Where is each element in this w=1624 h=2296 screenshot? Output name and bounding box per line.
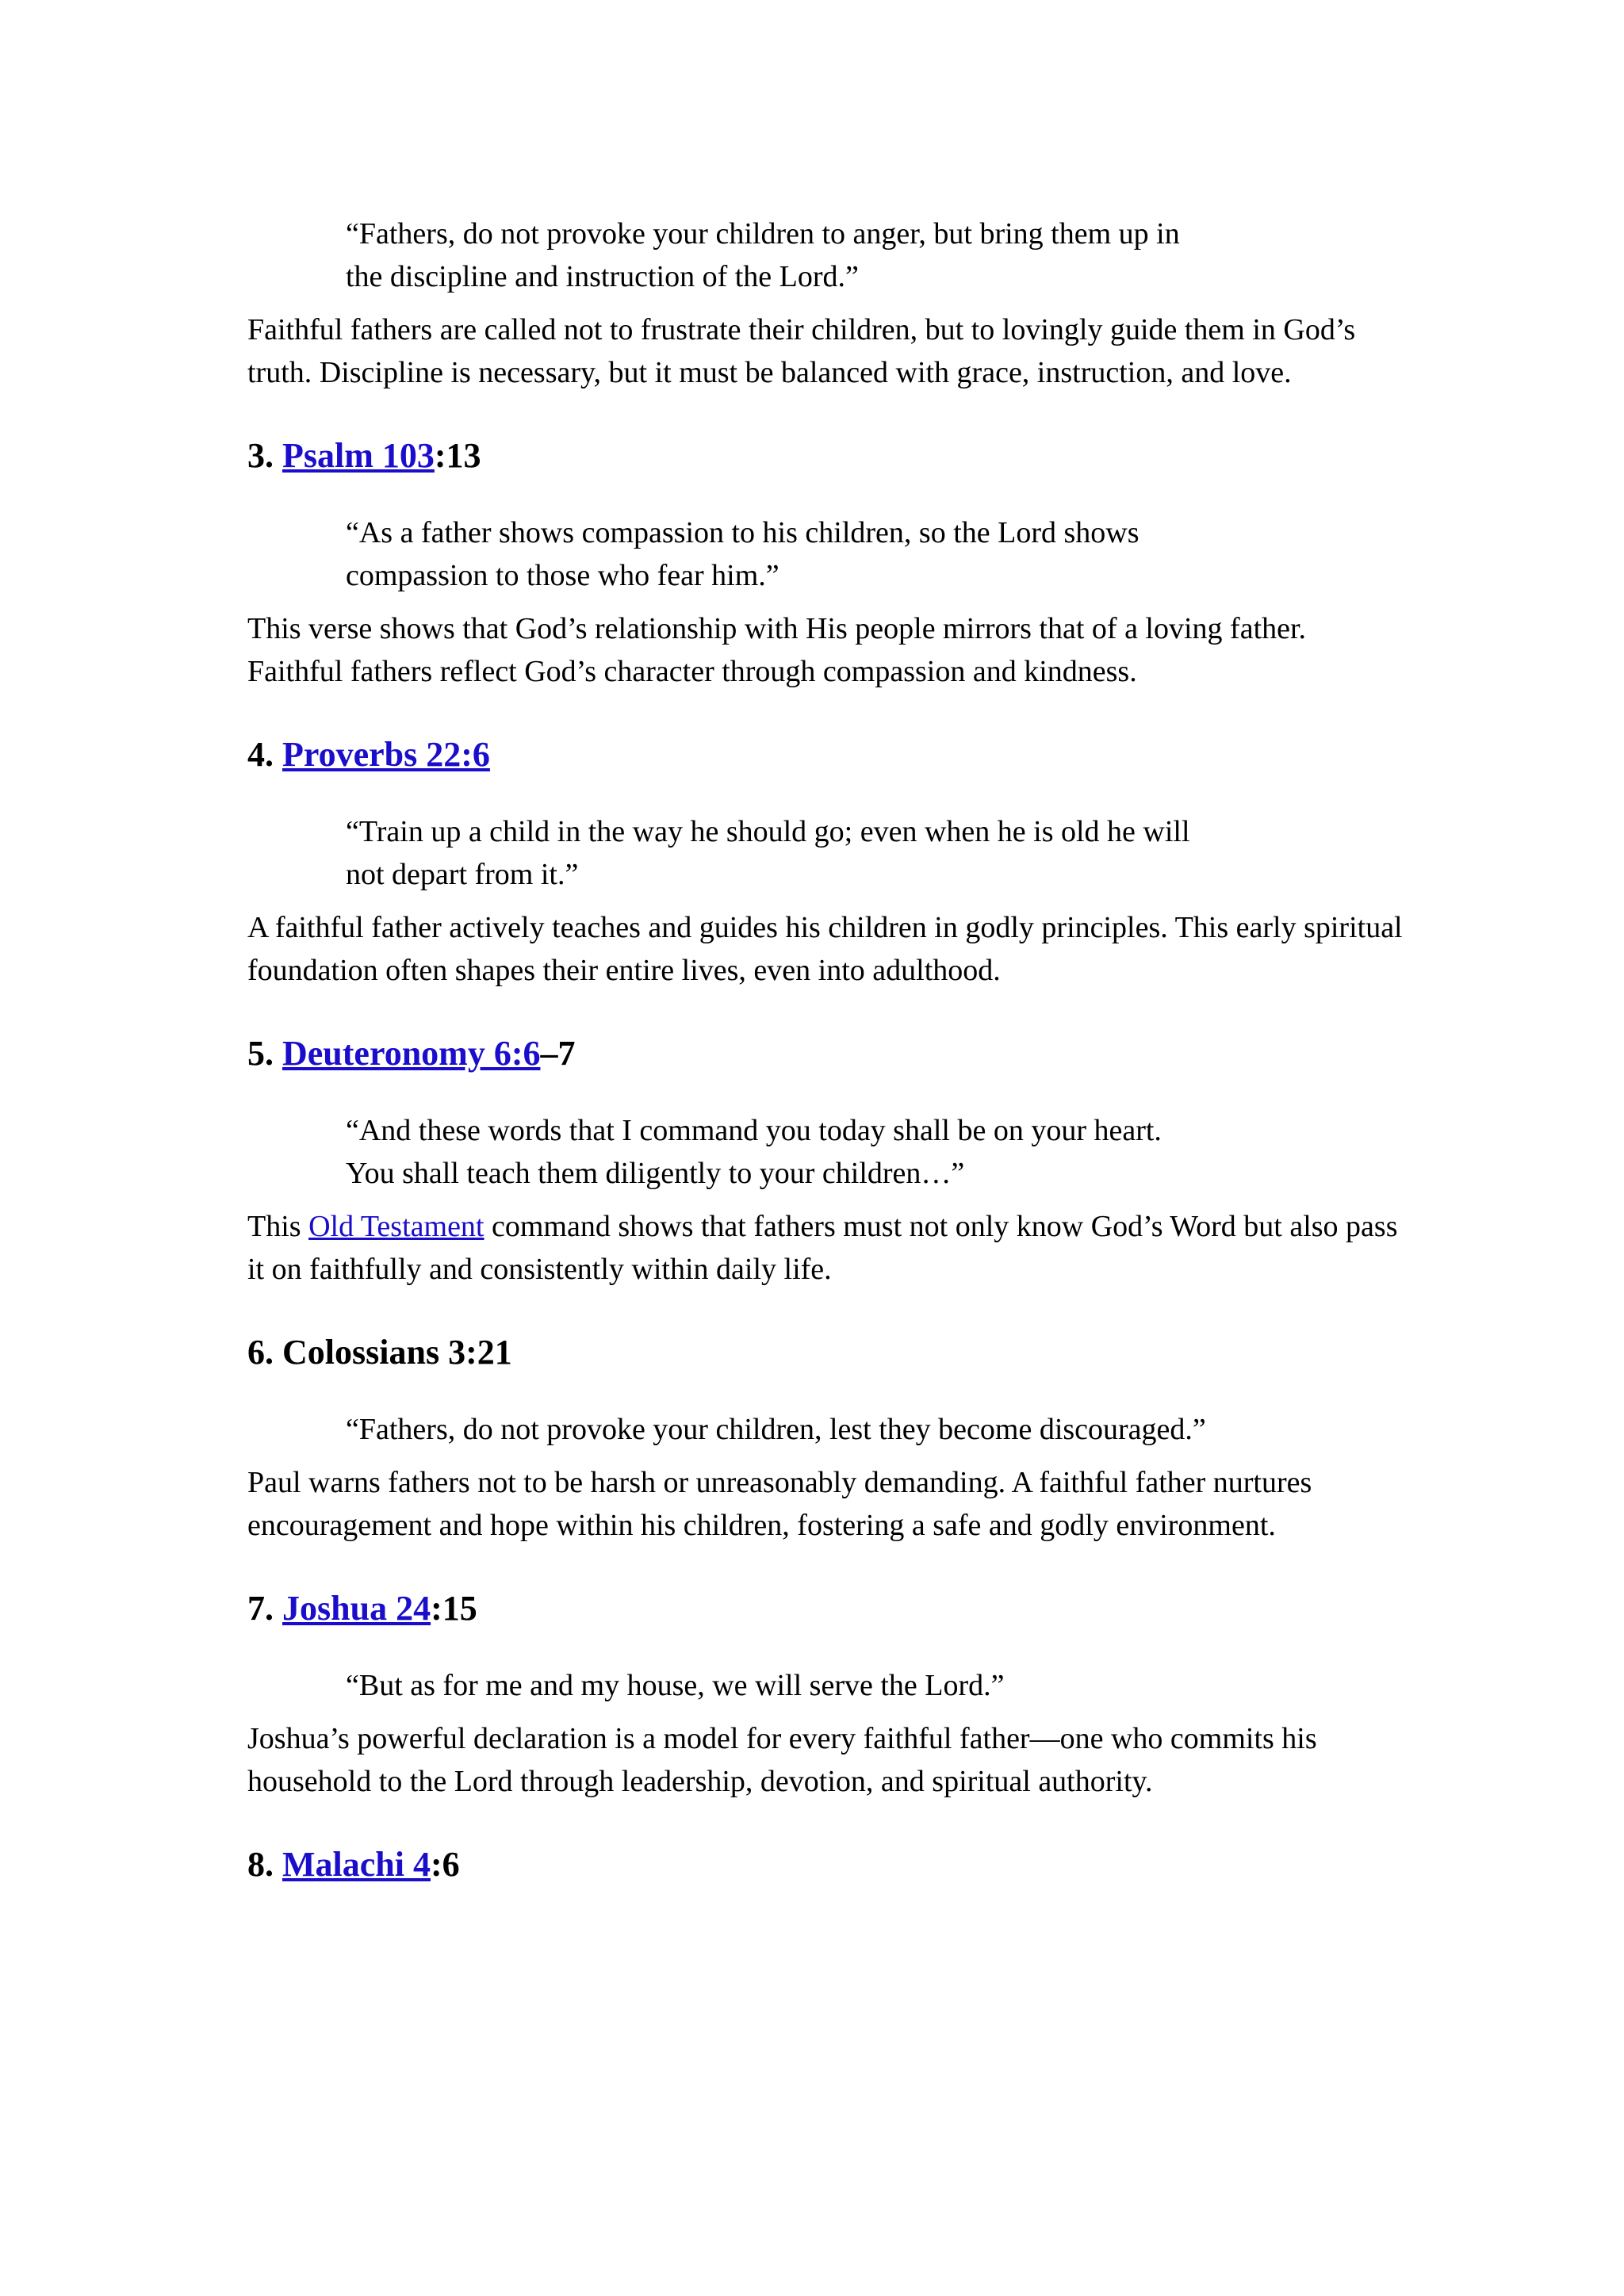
heading-number: 4.: [247, 735, 282, 774]
malachi-4-link[interactable]: Malachi 4: [282, 1845, 431, 1884]
section-heading-6: 6. Colossians 3:21: [247, 1333, 512, 1372]
section-heading-7: [247, 1586, 1405, 1631]
section-7-quote: [346, 1664, 1297, 1707]
deuteronomy-6-6-link[interactable]: Deuteronomy 6:6: [282, 1034, 541, 1073]
heading-suffix: :15: [431, 1589, 477, 1628]
intro-paragraph: Faithful fathers are called not to frustrate their children, but to lovingly guide them in God’s truth. Discipline is necessary, but it must be balanced with grace, instruction, and love.: [247, 313, 1356, 389]
psalm-103-link[interactable]: Psalm 103: [282, 436, 435, 475]
intro-quote: [346, 212, 1297, 298]
quote-line: “Fathers, do not provoke your children, lest they become discouraged.”: [346, 1413, 1206, 1446]
document-page: [247, 212, 1405, 1887]
heading-number: 8.: [247, 1845, 282, 1884]
old-testament-link[interactable]: Old Testament: [308, 1210, 485, 1243]
section-heading-5: [247, 1031, 1405, 1076]
paragraph-text: command shows that fathers must not only know God’s Word but also pass it on faithfully and consistently within daily life.: [247, 1210, 1398, 1286]
quote-line: “And these words that I command you today shall be on your heart.: [346, 1114, 1162, 1147]
heading-suffix: :6: [430, 1845, 460, 1884]
quote-line: “Fathers, do not provoke your children to anger, but bring them up in: [346, 217, 1180, 251]
section-heading-3: [247, 434, 1405, 478]
quote-line: not depart from it.”: [346, 858, 579, 891]
quote-line: “But as for me and my house, we will serve the Lord.”: [346, 1669, 1005, 1702]
quote-line: the discipline and instruction of the Lord.”: [346, 260, 859, 293]
heading-suffix: :13: [434, 436, 481, 475]
quote-line: “Train up a child in the way he should go; even when he is old he will: [346, 815, 1190, 848]
section-4-quote: [346, 810, 1297, 896]
quote-line: “As a father shows compassion to his children, so the Lord shows: [346, 516, 1139, 549]
joshua-24-link[interactable]: Joshua 24: [282, 1589, 431, 1628]
section-6-paragraph: Paul warns fathers not to be harsh or unreasonably demanding. A faithful father nurtures encouragement and hope within his children, fostering a safe and godly environment.: [247, 1466, 1312, 1542]
paragraph-text: This: [247, 1210, 309, 1243]
heading-number: 7.: [247, 1589, 282, 1628]
section-heading-4: [247, 733, 1405, 777]
section-6-quote: [346, 1408, 1297, 1451]
quote-line: You shall teach them diligently to your children…”: [346, 1157, 965, 1190]
section-3-paragraph: This verse shows that God’s relationship with His people mirrors that of a loving father. Faithful fathers reflect God’s character through compassion and kindness.: [247, 612, 1307, 688]
section-3-quote: [346, 511, 1297, 597]
section-7-paragraph: Joshua’s powerful declaration is a model for every faithful father—one who commits his household to the Lord through leadership, devotion, and spiritual authority.: [247, 1722, 1317, 1798]
section-5-paragraph: [247, 1205, 1405, 1291]
section-heading-8: [247, 1843, 1405, 1887]
heading-number: 5.: [247, 1034, 282, 1073]
quote-line: compassion to those who fear him.”: [346, 559, 779, 592]
heading-number: 3.: [247, 436, 282, 475]
section-5-quote: [346, 1109, 1297, 1195]
proverbs-22-6-link[interactable]: Proverbs 22:6: [282, 735, 490, 774]
heading-suffix: –7: [540, 1034, 576, 1073]
section-4-paragraph: A faithful father actively teaches and guides his children in godly principles. This early spiritual foundation often shapes their entire lives, even into adulthood.: [247, 911, 1403, 987]
